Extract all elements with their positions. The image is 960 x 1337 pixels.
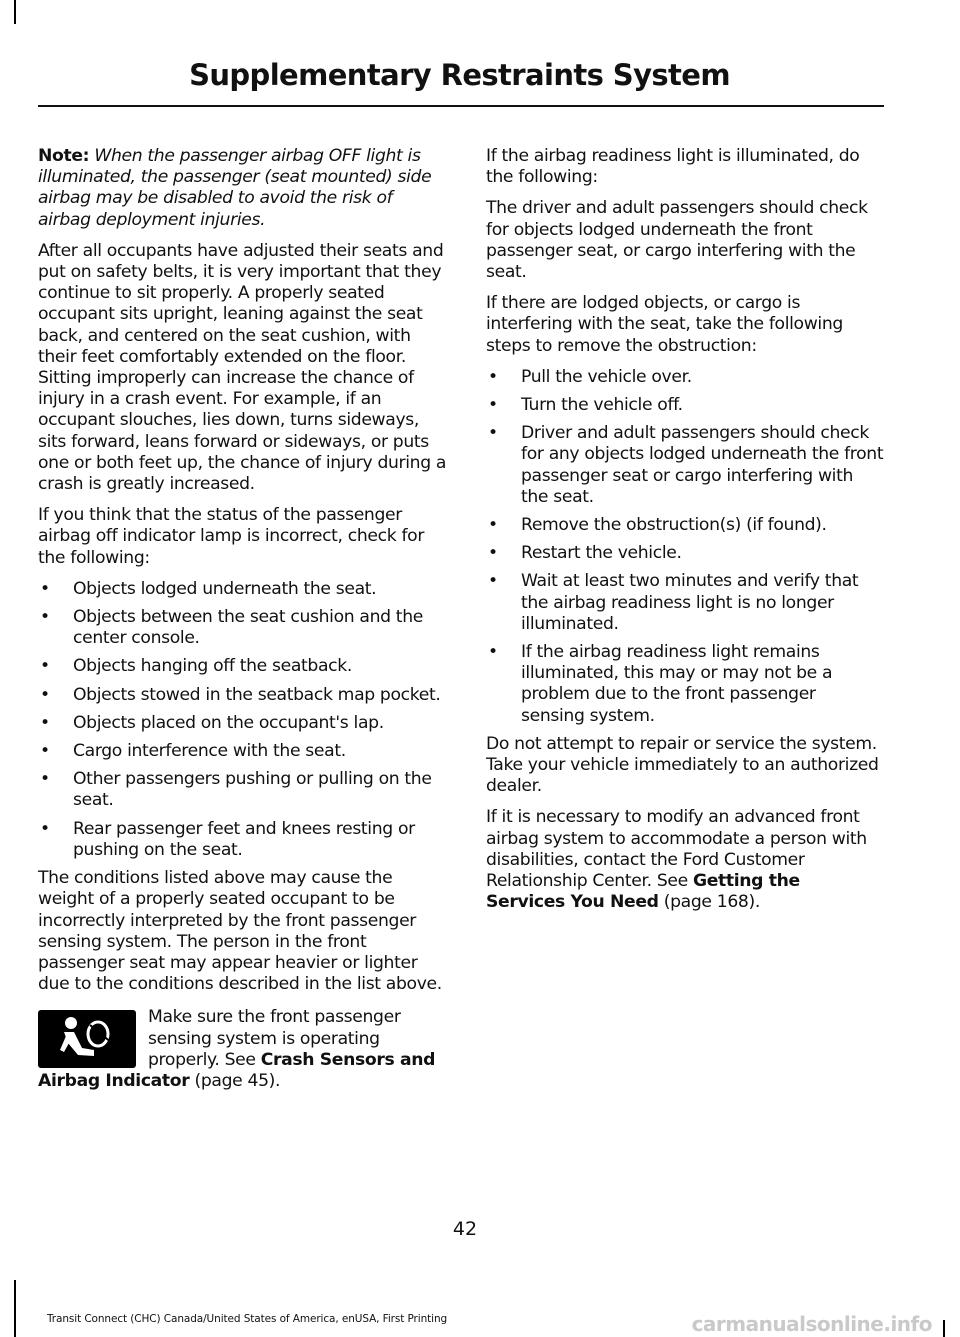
paragraph-text: If it is necessary to modify an advanced front airbag system to accommodate a person with disabilities, contact the Ford Customer Relationship Center. See [486, 807, 867, 892]
paragraph: The driver and adult passengers should check for objects lodged underneath the front passenger seat, or cargo interfering with the seat. [486, 198, 868, 283]
note-label: Note: [38, 146, 90, 166]
list-item: • If the airbag readiness light remains illuminated, this may or may not be a problem due to the front passenger sensing system. [486, 642, 884, 727]
list-item: • Pull the vehicle over. [486, 367, 884, 388]
paragraph: If there are lodged objects, or cargo is interfering with the seat, take the following steps to remove the obstruction: [486, 293, 843, 356]
list-item: • Objects lodged underneath the seat. [38, 579, 448, 600]
page-number: 42 [452, 1218, 478, 1240]
paragraph: After all occupants have adjusted their seats and put on safety belts, it is very important that they continue to sit properly. A properly seated occupant sits upright, leaning against the seat back, and centered on the seat cushion, with their feet comfortably extended on the floor. Sitting improperly can increase the chance of injury in a crash event. For example, if an occupant slouches, lies down, turns sideways, sits forward, leans forward or sideways, or puts one or both feet up, the chance of injury during a crash is greatly increased. [38, 240, 447, 495]
list-item: • Wait at least two minutes and verify that the airbag readiness light is no longer illuminated. [486, 571, 884, 635]
list-item: • Objects stowed in the seatback map pocket. [38, 685, 448, 706]
icon-note [38, 1007, 448, 1092]
right-column [486, 146, 884, 924]
page-title: Supplementary Restraints System [189, 58, 730, 92]
icon-note-text: Make sure the front passenger sensing system is operating properly. See [148, 1007, 401, 1070]
airbag-icon-graphic [38, 1010, 136, 1068]
list-item: • Driver and adult passengers should check for any objects lodged underneath the front passenger seat or cargo interfering with the seat. [486, 423, 884, 508]
list-item: • Objects placed on the occupant's lap. [38, 713, 448, 734]
page-reference: (page 45). [189, 1070, 281, 1091]
crop-mark [943, 1320, 945, 1337]
airbag-warning-icon [38, 1010, 136, 1068]
watermark: carmanualsonline.info [691, 1312, 932, 1336]
page-reference: (page 168). [658, 892, 760, 913]
paragraph: If the airbag readiness light is illuminated, do the following: [486, 146, 860, 188]
crop-mark [14, 1280, 16, 1337]
crash-sensors-link[interactable]: Crash Sensors and Airbag Indicator [38, 1049, 436, 1091]
header-rule [38, 105, 884, 107]
note [38, 146, 448, 231]
check-list [38, 579, 448, 861]
steps-list [486, 367, 884, 727]
paragraph: The conditions listed above may cause the weight of a properly seated occupant to be incorrectly interpreted by the front passenger sensing system. The person in the front passenger seat may appear heavier or lighter due to the conditions described in the list above. [38, 868, 442, 995]
list-item: • Remove the obstruction(s) (if found). [486, 515, 884, 536]
list-item: • Objects between the seat cushion and the center console. [38, 607, 448, 649]
paragraph [486, 807, 884, 913]
list-item: • Turn the vehicle off. [486, 395, 884, 416]
footer-text: Transit Connect (CHC) Canada/United States of America, enUSA, First Printing [47, 1313, 448, 1325]
crop-mark [14, 0, 16, 24]
list-item: • Cargo interference with the seat. [38, 741, 448, 762]
list-item: • Objects hanging off the seatback. [38, 656, 448, 677]
list-item: • Other passengers pushing or pulling on the seat. [38, 769, 448, 811]
paragraph: If you think that the status of the passenger airbag off indicator lamp is incorrect, check for the following: [38, 505, 425, 568]
paragraph: Do not attempt to repair or service the system. Take your vehicle immediately to an authorized dealer. [486, 733, 879, 797]
services-link[interactable]: Getting the Services You Need [486, 871, 800, 913]
list-item: • Restart the vehicle. [486, 543, 884, 564]
note-text: When the passenger airbag OFF light is illuminated, the passenger (seat mounted) side airbag may be disabled to avoid the risk of airbag deployment injuries. [38, 146, 432, 230]
list-item: • Rear passenger feet and knees resting or pushing on the seat. [38, 819, 448, 861]
left-column [38, 146, 448, 1092]
